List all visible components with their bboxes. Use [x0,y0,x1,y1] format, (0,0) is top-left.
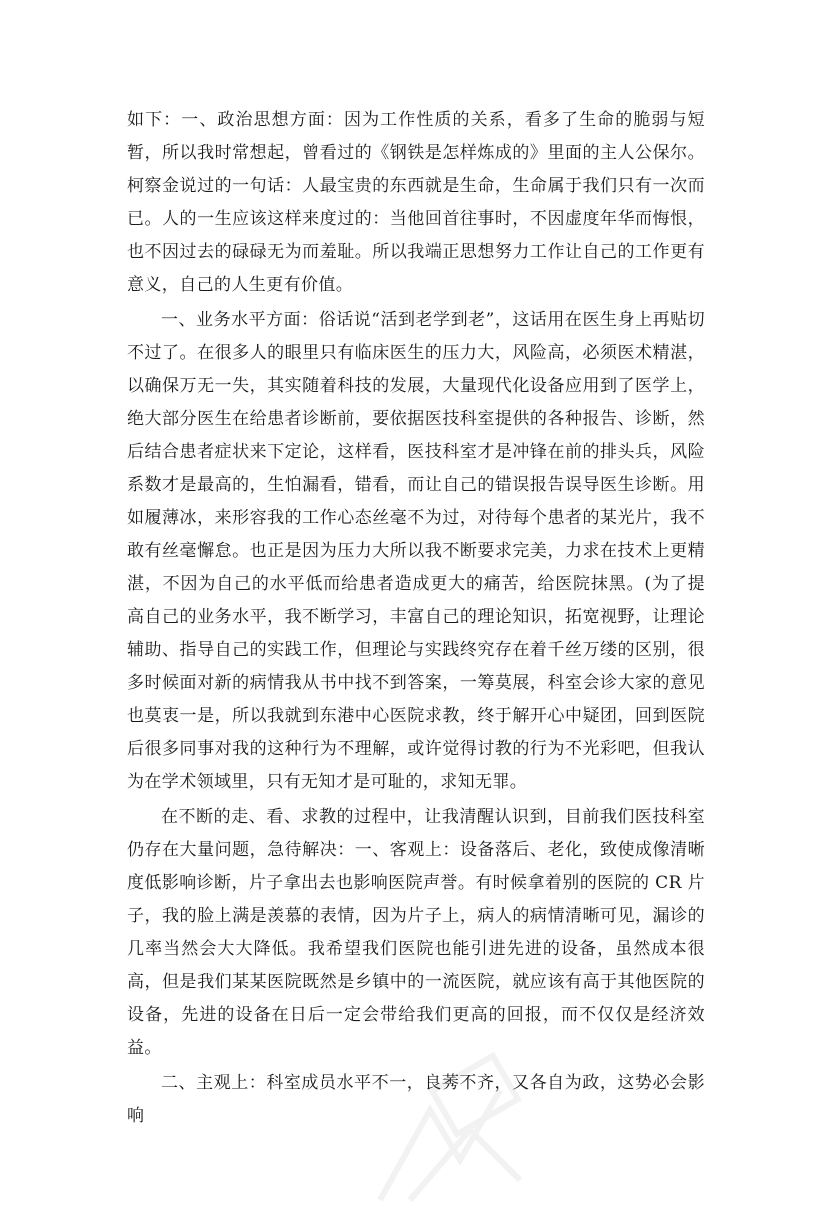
paragraph-subjective-issues: 二、主观上：科室成员水平不一，良莠不齐，又各自为政，这势必会影响 [127,1073,705,1126]
paragraph-professional-level: 一、业务水平方面：俗话说“活到老学到老”，这话用在医生身上再贴切不过了。在很多人的眼里只有临床医生的压力大，风险高，必须医术精湛，以确保万无一失，其实随着科技的发展，大量现代化设备应用到了医学上，绝大部分医生在给患者诊断前，要依据医技科室提供的各种报告、诊断，然后结合患者症状来下定论，这样看，医技科室才是冲锋在前的排头兵，风险系数才是最高的，生怕漏看，错看，而让自己的错误报告误导医生诊断。用如履薄冰，来形容我的工作心态丝毫不为过，对待每个患者的某光片，我不敢有丝毫懈怠。也正是因为压力大所以我不断要求完美，力求在技术上更精湛，不因为自己的水平低而给患者造成更大的痛苦，给医院抹黑。(为了提高自己的业务水平，我不断学习，丰富自己的理论知识，拓宽视野，让理论辅助、指导自己的实践工作，但理论与实践终究存在着千丝万缕的区别，很多时候面对新的病情我从书中找不到答案，一筹莫展，科室会诊大家的意见也莫衷一是，所以我就到东港中心医院求教，终于解开心中疑团，回到医院后很多同事对我的这种行为不理解，或许觉得讨教的行为不光彩吧，但我认为在学术领域里，只有无知才是可耻的，求知无罪。 [127,310,705,792]
paragraph-department-problems: 在不断的走、看、求教的过程中，让我清醒认识到，目前我们医技科室仍存在大量问题，急待解决：一、客观上：设备落后、老化，致使成像清晰度低影响诊断，片子拿出去也影响医院声誉。有时候拿着别的医院的 CR 片子，我的脸上满是羡慕的表情，因为片子上，病人的病情清晰可见，漏诊的几率当然会大大降低。我希望我们医院也能引进先进的设备，虽然成本很高，但是我们某某医院既然是乡镇中的一流医院，就应该有高于其他医院的设备，先进的设备在日后一定会带给我们更高的回报，而不仅仅是经济效益。 [127,807,705,1058]
paragraph-political-thought: 如下：一、政治思想方面：因为工作性质的关系，看多了生命的脆弱与短暂，所以我时常想起，曾看过的《钢铁是怎样炼成的》里面的主人公保尔。柯察金说过的一句话：人最宝贵的东西就是生命，生命属于我们只有一次而已。人的一生应该这样来度过的：当他回首往事时，不因虚度年华而悔恨，也不因过去的碌碌无为而羞耻。所以我端正思想努力工作让自己的工作更有意义，自己的人生更有价值。 [127,110,705,295]
document-body [127,104,705,1135]
